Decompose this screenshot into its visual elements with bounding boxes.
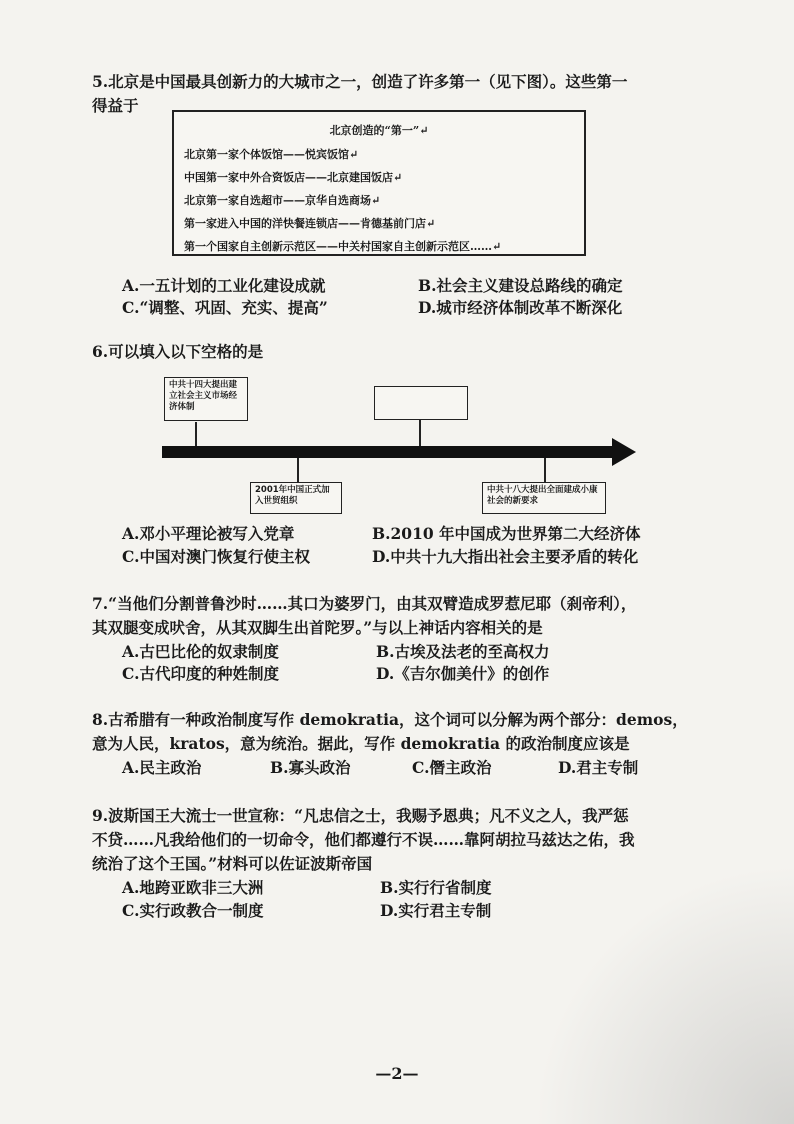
q5-table-row: 北京第一家自选超市——京华自选商场↵ [184,194,381,207]
q5-option-d: D.城市经济体制改革不断深化 [418,298,623,317]
page-number: —2— [375,1064,419,1083]
q5-firsts-table [172,110,586,256]
q7-option-d: D.《吉尔伽美什》的创作 [376,664,550,683]
q6-option-a: A.邓小平理论被写入党章 [122,524,295,543]
q7-line2: 其双腿变成吠舍，从其双脚生出首陀罗。”与以上神话内容相关的是 [92,618,543,637]
q7-option-a: A.古巴比伦的奴隶制度 [122,642,279,661]
q6-option-c: C.中国对澳门恢复行使主权 [122,547,310,566]
q6-option-d: D.中共十九大指出社会主要矛盾的转化 [372,547,639,566]
q9-line1: 9.波斯国王大流士一世宣称：“凡忠信之士，我赐予恩典；凡不义之人，我严惩 [92,806,629,825]
q5-option-a: A.一五计划的工业化建设成就 [122,276,326,295]
q9-line2: 不贷……凡我给他们的一切命令，他们都遵行不误……靠阿胡拉马兹达之佑，我 [92,830,635,849]
q8-option-d: D.君主专制 [558,758,639,777]
q8-stem [92,708,742,756]
q5-table-title: 北京创造的“第一”↵ [329,124,429,137]
q6-timeline-blank-box [374,386,468,420]
q7-stem [92,592,742,640]
q9-line3: 统治了这个王国。”材料可以佐证波斯帝国 [92,854,373,873]
q5-option-c: C.“调整、巩固、充实、提高” [122,298,328,317]
q5-table-row: 北京第一家个体饭馆——悦宾饭馆↵ [184,148,359,161]
q6-stem: 6.可以填入以下空格的是 [92,342,264,361]
q9-option-b: B.实行行省制度 [380,878,492,897]
q8-line1: 8.古希腊有一种政治制度写作 demokratia，这个词可以分解为两个部分：demos， [92,710,688,729]
q5-table-row: 中国第一家中外合资饭店——北京建国饭店↵ [184,171,403,184]
q6-option-b: B.2010 年中国成为世界第二大经济体 [372,524,641,543]
q5-line2: 得益于 [92,96,139,115]
q6-timeline-box-14th-congress: 中共十四大提出建立社会主义市场经济体制 [164,377,248,421]
timeline-arrowhead [612,438,636,466]
q9-option-d: D.实行君主专制 [380,901,492,920]
q6-timeline-box-18th-congress: 中共十八大提出全面建成小康社会的新要求 [482,482,606,514]
q8-option-c: C.僭主政治 [412,758,492,777]
q8-option-a: A.民主政治 [122,758,202,777]
q9-option-a: A.地跨亚欧非三大洲 [122,878,264,897]
q5-line1: 5.北京是中国最具创新力的大城市之一，创造了许多第一（见下图）。这些第一 [92,72,628,91]
q7-line1: 7.“当他们分割普鲁沙时……其口为婆罗门，由其双臂造成罗惹尼耶（刹帝利）， [92,594,637,613]
timeline-bar [162,446,614,458]
q8-option-b: B.寡头政治 [270,758,351,777]
scan-shadow [534,864,794,1124]
q7-option-b: B.古埃及法老的至高权力 [376,642,550,661]
q8-line2: 意为人民，kratos，意为统治。据此，写作 demokratia 的政治制度应该是 [92,734,630,753]
q6-timeline-box-wto: 2001年中国正式加入世贸组织 [250,482,342,514]
q5-option-b: B.社会主义建设总路线的确定 [418,276,623,295]
q5-table-row: 第一个国家自主创新示范区——中关村国家自主创新示范区……↵ [184,240,502,253]
q5-table-row: 第一家进入中国的洋快餐连锁店——肯德基前门店↵ [184,217,436,230]
q7-option-c: C.古代印度的种姓制度 [122,664,279,683]
q9-option-c: C.实行政教合一制度 [122,901,264,920]
